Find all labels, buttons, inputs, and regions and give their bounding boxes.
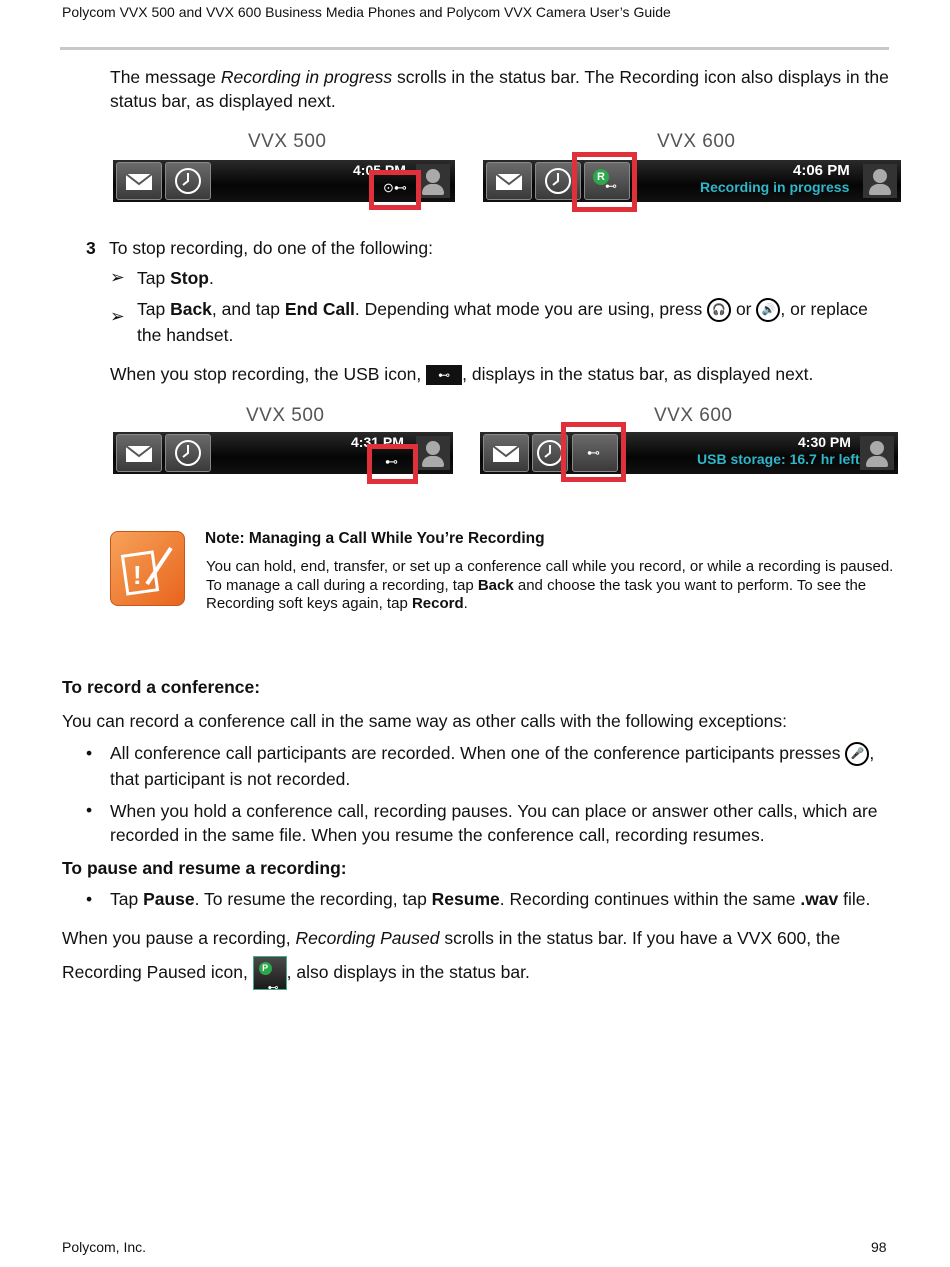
conference-intro: You can record a conference call in the same way as other calls with the following exceptions:	[62, 711, 788, 731]
highlight-box	[572, 152, 637, 212]
usb-icon: ⊷	[385, 454, 398, 469]
bullet: •	[86, 800, 93, 820]
vvx600-time: 4:06 PM	[793, 162, 850, 179]
recording-paused-icon: P ⊷	[253, 956, 287, 990]
highlight-box	[561, 422, 626, 482]
recording-icon: R ⊷	[584, 162, 630, 200]
vvx500-time: 4:05 PM	[353, 162, 406, 178]
note-body: You can hold, end, transfer, or set up a conference call while you record, or while a recording is paused. To manage a call during a recording, tap Back and choose the task you want to perform. To see the Recording soft keys again, tap Record.	[206, 558, 894, 612]
arrow-bullet: ➢	[110, 306, 125, 326]
messages-key	[116, 162, 162, 200]
messages-key	[483, 434, 529, 472]
conference-bullet-2: When you hold a conference call, recording pauses. You can place or answer other calls, which are recorded in the same file. When you resume the conference call, recording resumes.	[110, 801, 878, 845]
messages-key	[486, 162, 532, 200]
vvx600-label: VVX 600	[654, 405, 733, 426]
arrow-bullet: ➢	[110, 267, 125, 287]
highlight-box	[369, 170, 421, 210]
page-number: 98	[871, 1239, 887, 1255]
pause-bullet: Tap Pause. To resume the recording, tap Resume. Recording continues within the same .wav file.	[110, 889, 871, 909]
header-rule	[60, 47, 889, 50]
vvx600-status-text: Recording in progress	[700, 179, 850, 195]
vvx500-label: VVX 500	[248, 131, 327, 152]
vvx600-status-bar	[483, 160, 901, 202]
vvx600-status-bar	[480, 432, 898, 474]
conference-bullet-1: All conference call participants are recorded. When one of the conference participants presses 🎤 , that participant is not recorded.	[110, 743, 875, 790]
pause-paragraph: When you pause a recording, Recording Paused scrolls in the status bar. If you have a VVX 600, the Recording Paused icon, P ⊷ , also displays in the status bar.	[62, 928, 841, 995]
conference-heading: To record a conference:	[62, 677, 261, 697]
vvx500-time: 4:31 PM	[351, 434, 404, 450]
step-text: To stop recording, do one of the following:	[109, 238, 433, 258]
step-option-back: Tap Back, and tap End Call. Depending what mode you are using, press 🎧 or 🔊 , or replace the handset.	[137, 299, 868, 346]
contact-icon	[860, 436, 894, 470]
speakerphone-icon: 🔊	[756, 298, 780, 322]
pause-heading: To pause and resume a recording:	[62, 858, 347, 878]
svg-text:!: !	[133, 560, 142, 590]
contact-icon	[416, 164, 450, 198]
messages-key	[116, 434, 162, 472]
vvx600-status-text: USB storage: 16.7 hr left	[697, 451, 860, 467]
headset-icon: 🎧	[707, 298, 731, 322]
recording-usb-icon: ⊙⊷	[383, 180, 407, 195]
note-icon	[110, 531, 185, 606]
vvx500-label: VVX 500	[246, 405, 325, 426]
step-number: 3	[86, 238, 96, 258]
step-option-stop: Tap Stop.	[137, 268, 214, 288]
mute-icon: 🎤	[845, 742, 869, 766]
usb-key: ⊷	[572, 434, 618, 472]
clock-key	[165, 162, 211, 200]
bullet: •	[86, 743, 93, 763]
footer-company: Polycom, Inc.	[62, 1239, 147, 1255]
highlight-box	[367, 444, 418, 484]
bullet: •	[86, 889, 93, 909]
clock-key	[165, 434, 211, 472]
page-header: Polycom VVX 500 and VVX 600 Business Media Phones and Polycom VVX Camera User’s Guide	[62, 4, 671, 20]
vvx600-time: 4:30 PM	[798, 434, 851, 450]
contact-icon	[416, 436, 450, 470]
vvx600-label: VVX 600	[657, 131, 736, 152]
note-title: Note: Managing a Call While You’re Recording	[205, 530, 545, 547]
intro-paragraph: The message Recording in progress scrolls in the status bar. The Recording icon also displays in the status bar, as displayed next.	[110, 67, 889, 111]
contact-icon	[863, 164, 897, 198]
usb-icon: ⊷	[426, 365, 462, 385]
usb-paragraph: When you stop recording, the USB icon, ⊷ , displays in the status bar, as displayed next.	[110, 364, 814, 384]
